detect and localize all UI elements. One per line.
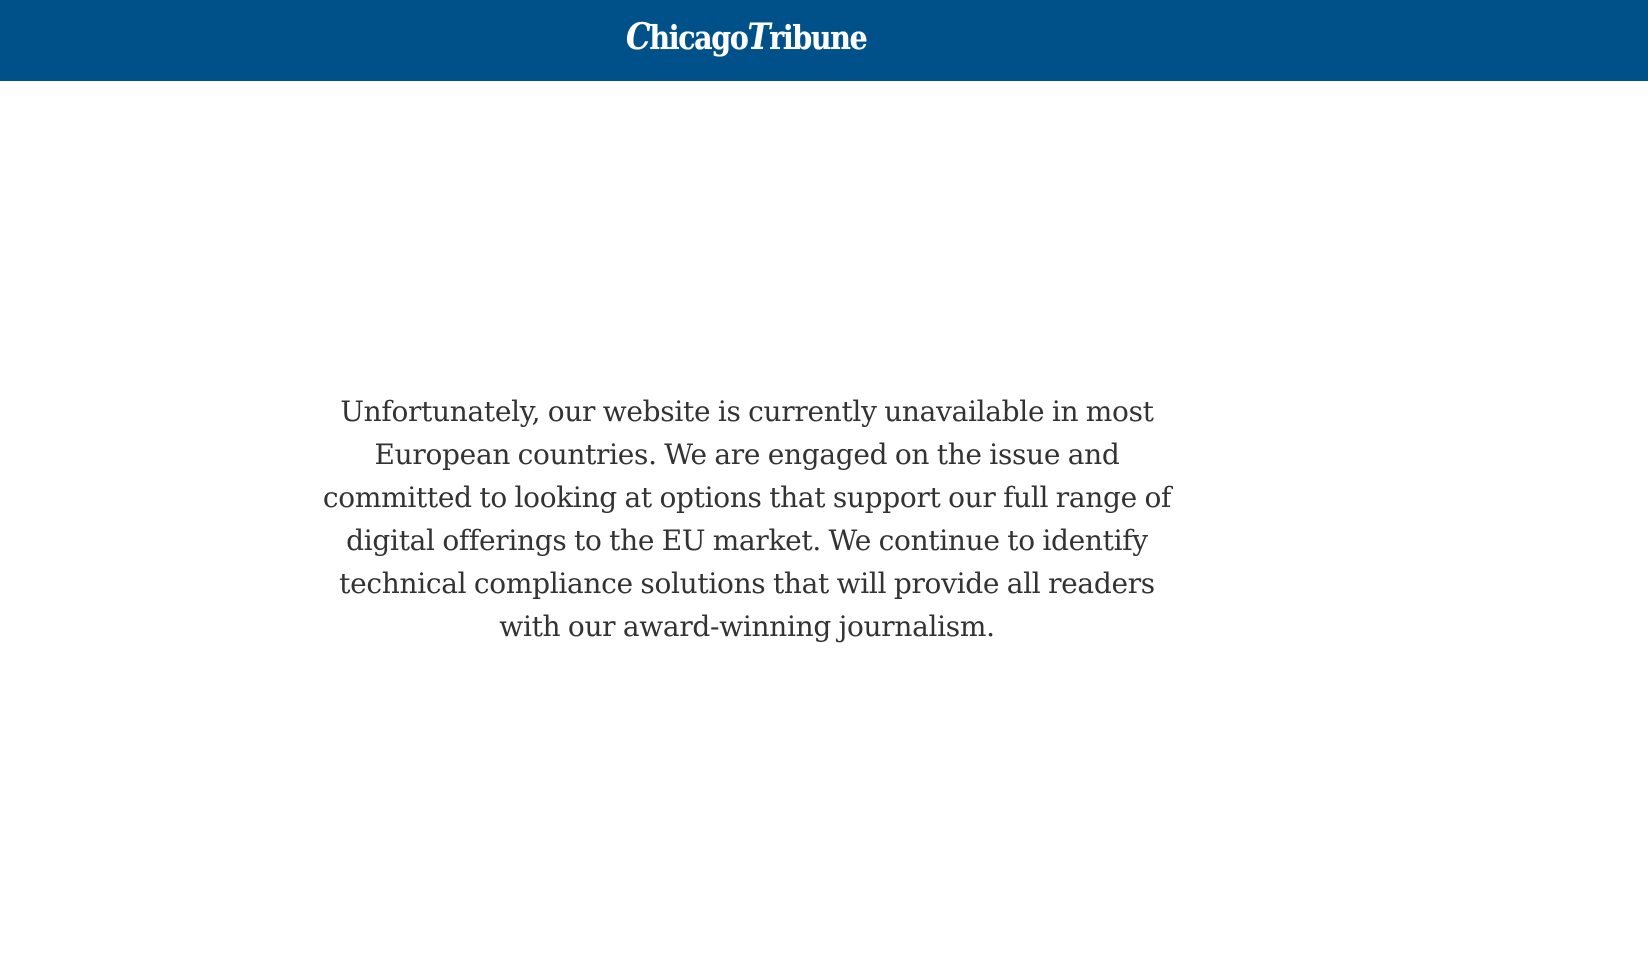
eu-unavailable-message	[300, 390, 1194, 648]
message-line-1: Unfortunately, our website is currently unavailable in most	[340, 395, 1154, 428]
message-line-5: technical compliance solutions that will provide all readers	[339, 567, 1155, 600]
message-line-2: European countries. We are engaged on the issue and	[374, 438, 1120, 471]
message-line-6: with our award-winning journalism.	[499, 610, 995, 643]
message-line-4: digital offerings to the EU market. We continue to identify	[346, 524, 1148, 557]
chicago-tribune-logo[interactable]	[626, 14, 867, 60]
logo-word-chicago: hicago	[649, 18, 748, 57]
logo-word-tribune: ribune	[769, 18, 867, 57]
message-line-3: committed to looking at options that support our full range of	[322, 481, 1172, 514]
logo-initial-t: T	[747, 16, 770, 58]
logo-initial-c: C	[626, 16, 650, 58]
site-header	[0, 0, 1648, 81]
